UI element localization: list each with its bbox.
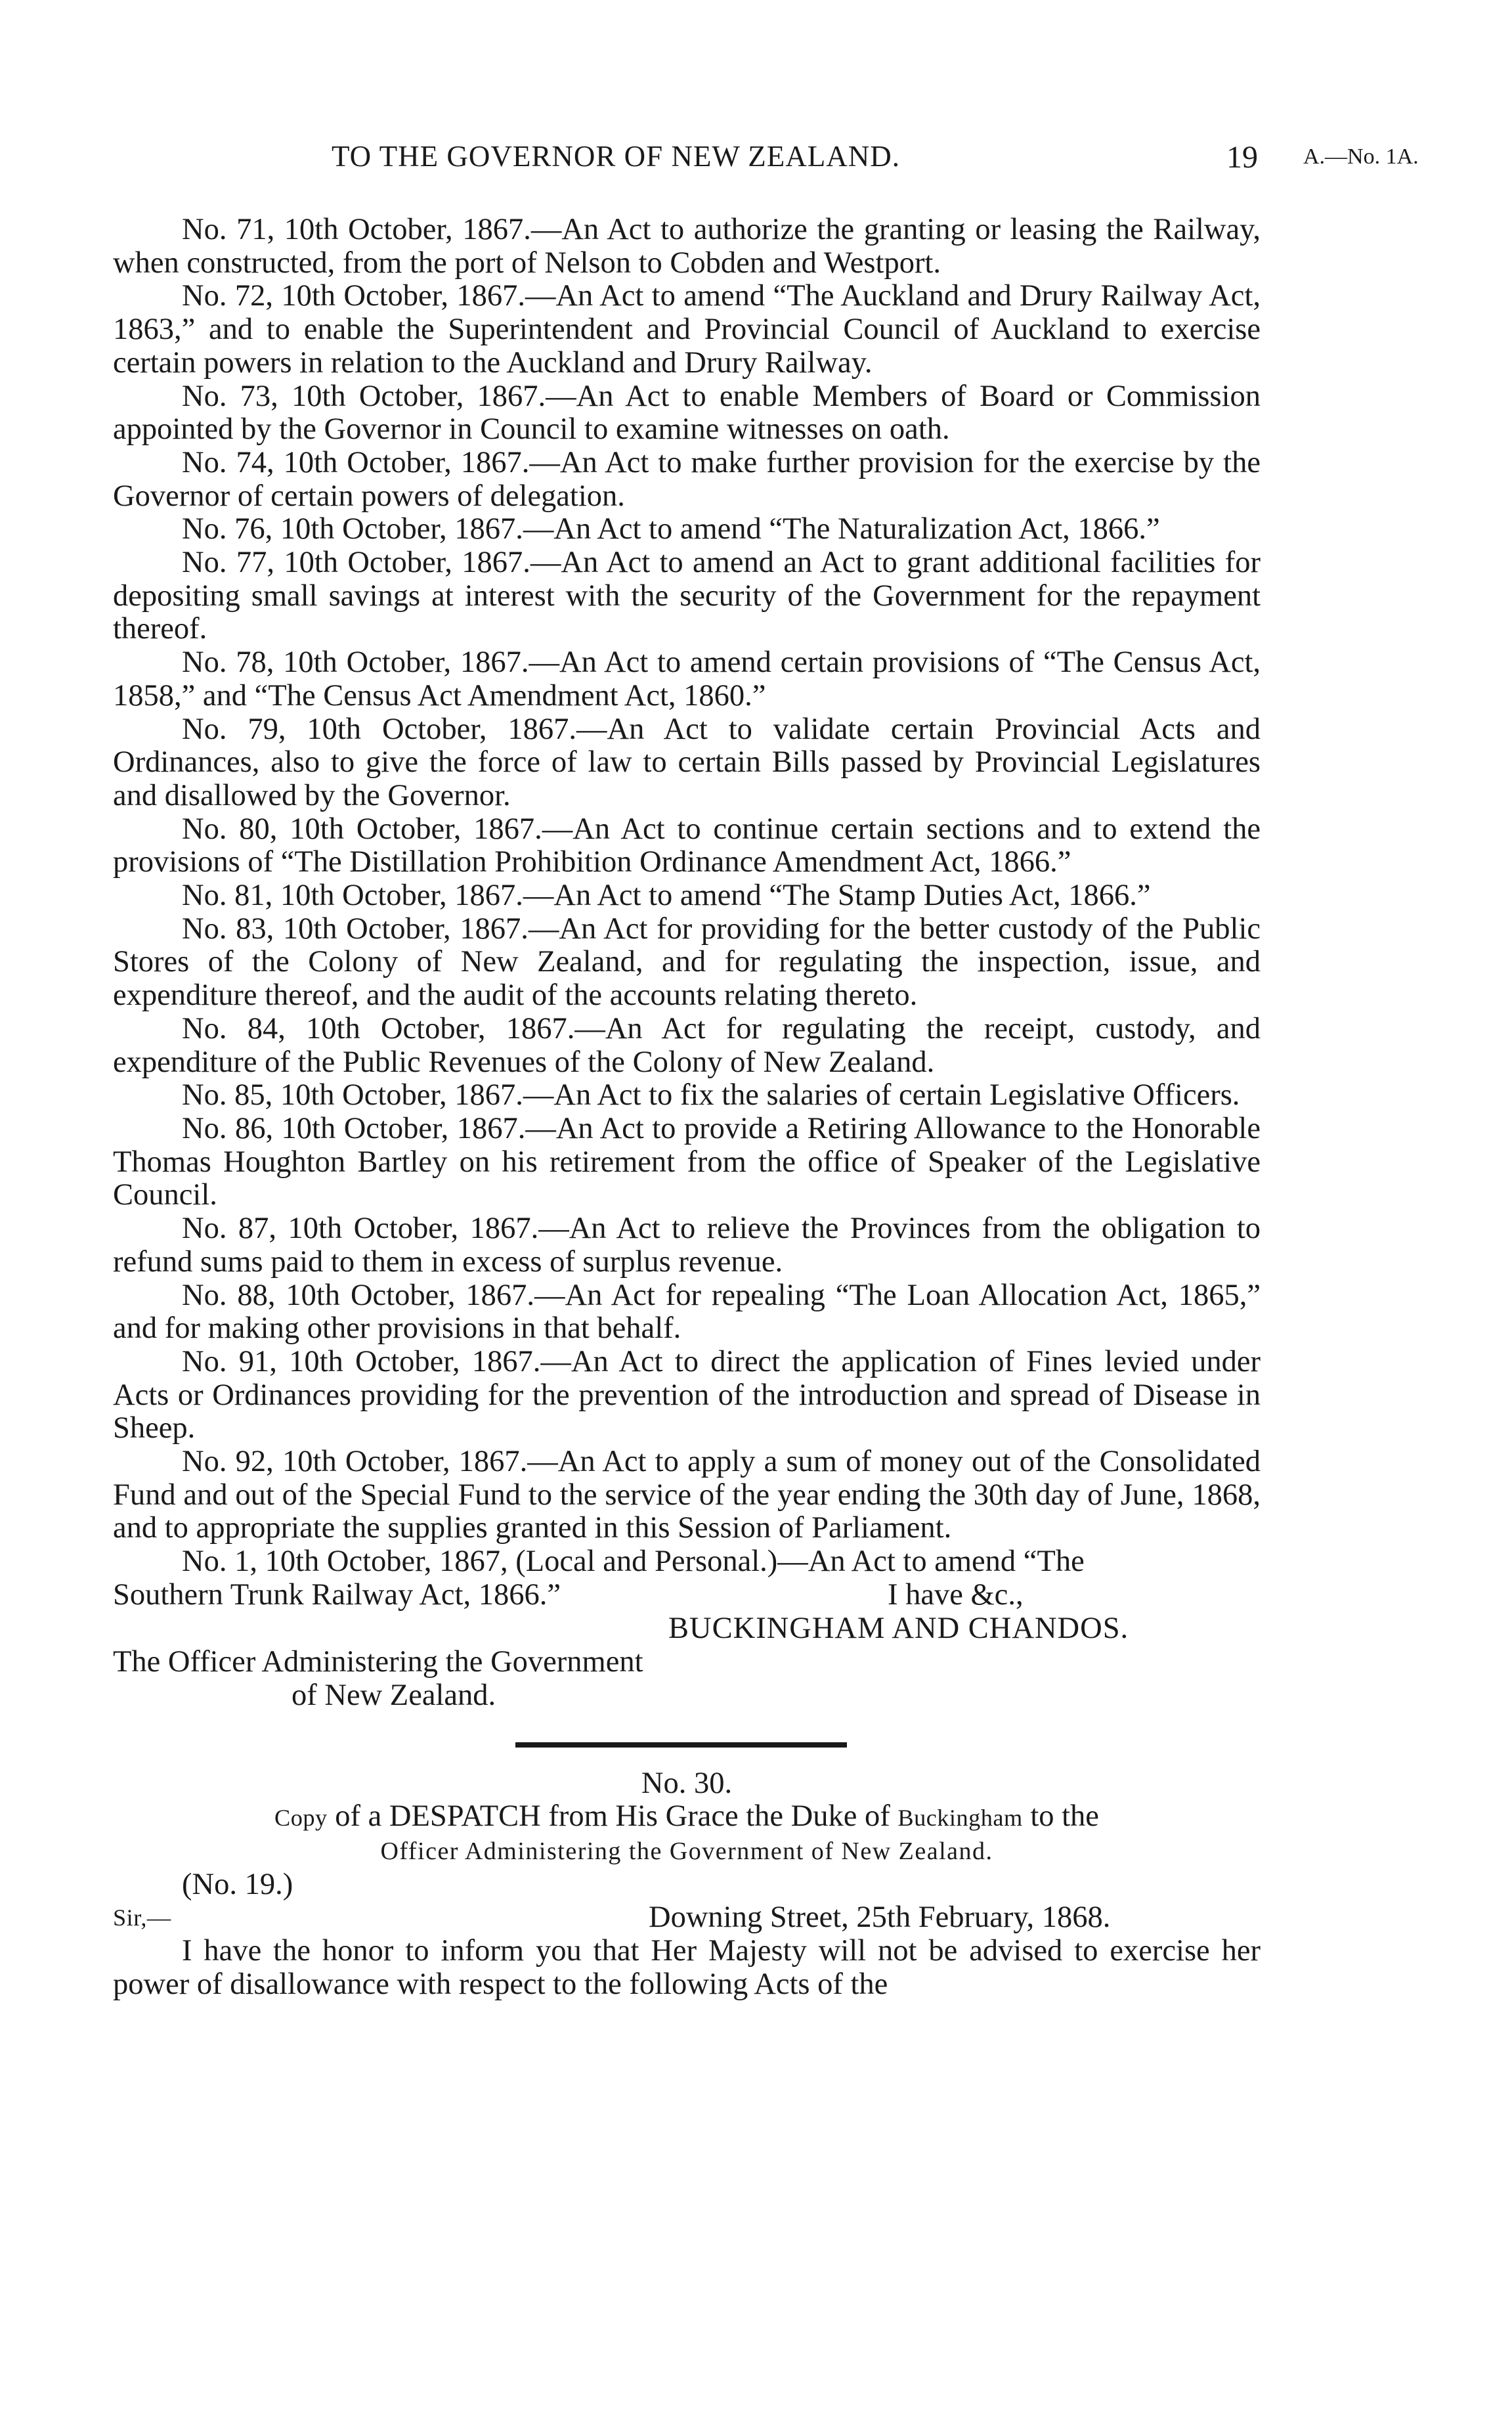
despatch-title-name: Buckingham bbox=[897, 1805, 1023, 1832]
page-number: 19 bbox=[1226, 140, 1258, 175]
despatch-title-mid: of a DESPATCH from His Grace the Duke of bbox=[327, 1799, 898, 1834]
despatch-title-end: to the bbox=[1022, 1799, 1099, 1834]
signature-block bbox=[113, 1579, 1261, 1679]
act-entry-74: No. 74, 10th October, 1867.—An Act to make further provision for the exercise by the Governor of certain powers of delegation. bbox=[113, 445, 1261, 513]
act-entry-91: No. 91, 10th October, 1867.—An Act to direct the application of Fines levied under Acts or Ordinances providing for the prevention of the introduction and spread of Disease in Sheep. bbox=[113, 1344, 1261, 1445]
running-title: TO THE GOVERNOR OF NEW ZEALAND. bbox=[332, 140, 900, 173]
salutation-row bbox=[113, 1901, 1261, 1935]
despatch-reference: (No. 19.) bbox=[182, 1867, 293, 1901]
act-entry-72: No. 72, 10th October, 1867.—An Act to amend “The Auckland and Drury Railway Act, 1863,” and to enable the Superintendent and Provincial Council of Auckland to exercise certain powers in relation to the Auckland and Drury Railway. bbox=[113, 279, 1261, 380]
act-entry-83: No. 83, 10th October, 1867.—An Act for providing for the better custody of the Public Stores of the Colony of New Zealand, and for regulating the inspection, issue, and expenditure thereof, and the audit of the accounts relating thereto. bbox=[113, 912, 1261, 1013]
act-entry-80: No. 80, 10th October, 1867.—An Act to continue certain sections and to extend the provisions of “The Distillation Prohibition Ordinance Amendment Act, 1866.” bbox=[113, 812, 1261, 879]
document-body bbox=[113, 213, 1261, 2002]
act-entry-81: No. 81, 10th October, 1867.—An Act to amend “The Stamp Duties Act, 1866.” bbox=[182, 879, 1151, 913]
act-entry-79: No. 79, 10th October, 1867.—An Act to validate certain Provincial Acts and Ordinances, also to give the force of law to certain Bills passed by Provincial Legislatures and disallowed by the Governor. bbox=[113, 712, 1261, 812]
addressee-line-2: of New Zealand. bbox=[292, 1678, 496, 1712]
despatch-title bbox=[113, 1800, 1261, 1835]
act-entry-88: No. 88, 10th October, 1867.—An Act for repealing “The Loan Allocation Act, 1865,” and for making other provisions in that behalf. bbox=[113, 1278, 1261, 1346]
act-entry-local-1: No. 1, 10th October, 1867, (Local and Personal.)—An Act to amend “The bbox=[182, 1545, 1085, 1579]
act-entry-92: No. 92, 10th October, 1867.—An Act to apply a sum of money out of the Consolidated Fund and out of the Special Fund to the service of the year ending the 30th day of June, 1868, and to appropriate the supplies granted in this Session of Parliament. bbox=[113, 1445, 1261, 1545]
despatch-number: No. 30. bbox=[641, 1766, 733, 1800]
place-and-date: Downing Street, 25th February, 1868. bbox=[649, 1901, 1111, 1935]
act-entry-84: No. 84, 10th October, 1867.—An Act for regulating the receipt, custody, and expenditure of the Public Revenues of the Colony of New Zealand. bbox=[113, 1011, 1261, 1079]
paper-reference: A.—No. 1A. bbox=[1303, 144, 1419, 169]
page-header bbox=[0, 139, 1512, 185]
act-entry-78: No. 78, 10th October, 1867.—An Act to amend certain provisions of “The Census Act, 1858,” and “The Census Act Amendment Act, 1860.” bbox=[113, 646, 1261, 713]
signatory-name: BUCKINGHAM AND CHANDOS. bbox=[668, 1611, 1129, 1645]
closing-phrase: I have &c., bbox=[888, 1577, 1024, 1612]
act-entry-local-1-end: Southern Trunk Railway Act, 1866.” bbox=[113, 1577, 561, 1612]
act-entry-73: No. 73, 10th October, 1867.—An Act to enable Members of Board or Commission appointed by the Governor in Council to examine witnesses on oath. bbox=[113, 379, 1261, 447]
act-entry-85: No. 85, 10th October, 1867.—An Act to fix the salaries of certain Legislative Officers. bbox=[182, 1078, 1240, 1112]
despatch-body: I have the honor to inform you that Her Majesty will not be advised to exercise her power of disallowance with respect to the following Acts of the bbox=[113, 1934, 1261, 2002]
act-entry-86: No. 86, 10th October, 1867.—An Act to provide a Retiring Allowance to the Honorable Thomas Houghton Bartley on his retirement from the office of Speaker of the Legislative Council. bbox=[113, 1111, 1261, 1212]
act-entry-77: No. 77, 10th October, 1867.—An Act to amend an Act to grant additional facilities for depositing small savings at interest with the security of the Government for the repayment thereof. bbox=[113, 546, 1261, 646]
despatch-subtitle: Officer Administering the Government of New Zealand. bbox=[380, 1837, 993, 1865]
act-entry-87: No. 87, 10th October, 1867.—An Act to relieve the Provinces from the obligation to refund sums paid to them in excess of surplus revenue. bbox=[113, 1212, 1261, 1279]
section-divider bbox=[515, 1742, 847, 1748]
despatch-title-copy: Copy bbox=[274, 1805, 328, 1832]
acts-list bbox=[113, 213, 1261, 1579]
act-entry-71: No. 71, 10th October, 1867.—An Act to authorize the granting or leasing the Railway, when constructed, from the port of Nelson to Cobden and Westport. bbox=[113, 213, 1261, 280]
addressee-line-1: The Officer Administering the Government bbox=[113, 1644, 643, 1679]
act-entry-76: No. 76, 10th October, 1867.—An Act to amend “The Naturalization Act, 1866.” bbox=[182, 512, 1160, 546]
salutation: Sir,— bbox=[113, 1904, 171, 1931]
